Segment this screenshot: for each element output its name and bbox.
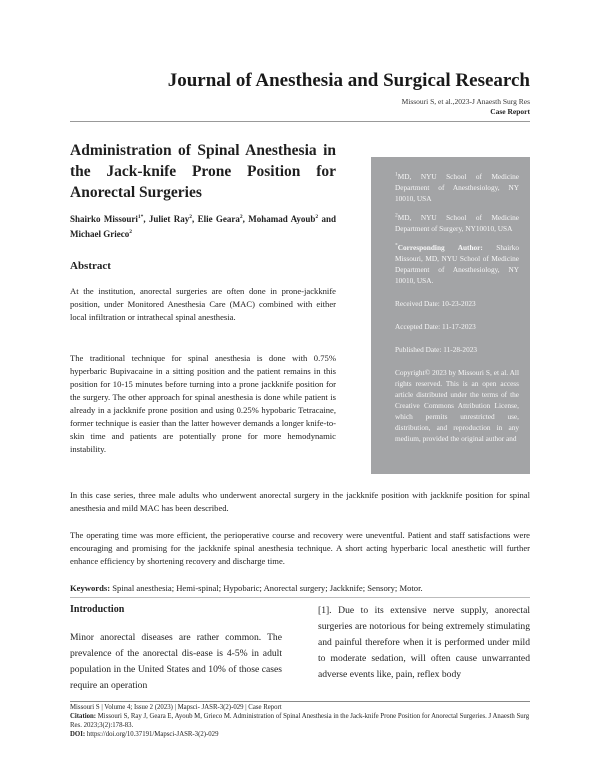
introduction-column-left: Minor anorectal diseases are rather common. The prevalence of the anorectal dis-ease is 4-5% in adult population in the United States and 10% of those cases require an operation bbox=[70, 632, 282, 691]
keywords-text: Spinal anesthesia; Hemi-spinal; Hypobaric; Anorectal surgery; Jackknife; Sensory; Motor. bbox=[112, 583, 423, 593]
accepted-date: Accepted Date: 11-17-2023 bbox=[395, 322, 476, 331]
affiliation-mark: 1 bbox=[395, 171, 398, 178]
author-name: Mohamad Ayoub bbox=[248, 214, 316, 224]
received-date: Received Date: 10-23-2023 bbox=[395, 299, 476, 308]
abstract-paragraph: In this case series, three male adults who underwent anorectal surgery in the jackknife position with jackknife position for spinal anesthesia and mild MAC has been described. bbox=[70, 490, 530, 513]
footer-doi-label: DOI: bbox=[70, 731, 86, 738]
keywords-label: Keywords: bbox=[70, 583, 111, 593]
affiliation-text: MD, NYU School of Medicine Department of Anesthesiology, NY 10010, USA bbox=[395, 172, 519, 203]
author-separator: , bbox=[242, 214, 249, 224]
corresponding-author bbox=[395, 242, 519, 286]
author-separator: , bbox=[192, 214, 198, 224]
author-list bbox=[70, 212, 336, 242]
header-divider bbox=[70, 121, 530, 122]
abstract-paragraph: The traditional technique for spinal anesthesia is done with 0.75% hyperbaric Bupivacaine in a sitting position and the patient remains in this position for 10-15 minutes before turning into a prone jackknife position for the surgery. The other approach for spinal anesthesia is done while patient is already in a jackknife prone position and using 0.25% hypobaric Tetracaine, former technique is easier than the latter however demands a longer knife-to-skin time and patients are potentially prone for more hemodynamic instability. bbox=[70, 353, 336, 454]
paper-title: Administration of Spinal Anesthesia in the Jack-knife Prone Position for Anorectal Surgeries bbox=[70, 142, 336, 201]
journal-title: Journal of Anesthesia and Surgical Research bbox=[167, 70, 530, 91]
copyright-notice: Copyright© 2023 by Missouri S, et al. All rights reserved. This is an open access article distributed under the terms of the Creative Commons Attribution License, which permits unrestricted use, distribution, and reproduction in any medium, provided the original author and bbox=[395, 368, 519, 443]
author-name: Elie Geara bbox=[197, 214, 240, 224]
footer-divider bbox=[70, 701, 530, 702]
abstract-paragraph: At the institution, anorectal surgeries are often done in prone-jackknife position, under Monitored Anesthesia Care (MAC) combined with either local infiltration or intrathecal spinal anesthesia. bbox=[70, 286, 336, 322]
footer-citation bbox=[70, 712, 530, 730]
footer-doi bbox=[70, 730, 530, 739]
introduction-column-right: [1]. Due to its extensive nerve supply, anorectal surgeries are notorious for being extremely stimulating and painful therefore when it is performed under mild to moderate sedation, will often cause unwarranted adverse events like, pain, reflex body bbox=[318, 605, 530, 680]
affiliation-text: MD, NYU School of Medicine Department of Surgery, NY10010, USA bbox=[395, 213, 519, 233]
keywords-divider bbox=[70, 597, 530, 598]
abstract-paragraph: The operating time was more efficient, the perioperative course and recovery were uneventful. Patient and staff satisfactions were encouraging and promising for the jackknife spinal anesthesia technique. A short acting hyperbaric local anesthetic will further enhance efficiency by shortening recovery and discharge time. bbox=[70, 530, 530, 566]
corresponding-label: Corresponding Author: bbox=[397, 243, 483, 252]
introduction-heading: Introduction bbox=[70, 604, 125, 615]
footer-citation-text: Missouri S, Ray J, Geara E, Ayoub M, Grieco M. Administration of Spinal Anesthesia in the Jack-knife Prone Position for Anorectal Surgeries. J Anaesth Surg Res. 2023;3(2):178-83. bbox=[70, 713, 530, 729]
corresponding-text: Shairko Missouri, MD, NYU School of Medicine Department of Anesthesiology, NY 10010, USA. bbox=[395, 243, 519, 285]
footer-volume-line: Missouri S | Volume 4; Issue 2 (2023) | Mapsci- JASR-3(2)-029 | Case Report bbox=[70, 704, 282, 711]
author-name: Michael Grieco bbox=[70, 229, 130, 239]
author-affiliation-mark: 2 bbox=[129, 229, 132, 235]
affiliation-mark: 2 bbox=[395, 212, 398, 219]
author-affiliation-mark: 1* bbox=[137, 214, 144, 220]
affiliation bbox=[395, 171, 519, 204]
abstract-heading: Abstract bbox=[70, 260, 111, 272]
header-citation: Missouri S, et al.,2023-J Anaesth Surg Res bbox=[401, 97, 530, 106]
author-affiliation-mark: 2 bbox=[189, 214, 192, 220]
author-affiliation-mark: 2 bbox=[239, 214, 243, 220]
author-separator: , bbox=[143, 214, 149, 224]
author-name: Shairko Missouri bbox=[70, 214, 138, 224]
corresponding-mark: * bbox=[395, 242, 398, 249]
author-separator: and bbox=[318, 214, 337, 224]
author-name: Juliet Ray bbox=[148, 214, 190, 224]
footer-citation-label: Citation: bbox=[70, 713, 97, 720]
article-type: Case Report bbox=[490, 107, 530, 116]
doi-link[interactable]: https://doi.org/10.37191/Mapsci-JASR-3(2)-029 bbox=[86, 731, 219, 738]
published-date: Published Date: 11-28-2023 bbox=[395, 345, 478, 354]
affiliation bbox=[395, 212, 519, 234]
article-info-sidebar bbox=[371, 157, 530, 474]
keywords bbox=[70, 582, 530, 595]
author-affiliation-mark: 2 bbox=[315, 214, 319, 220]
